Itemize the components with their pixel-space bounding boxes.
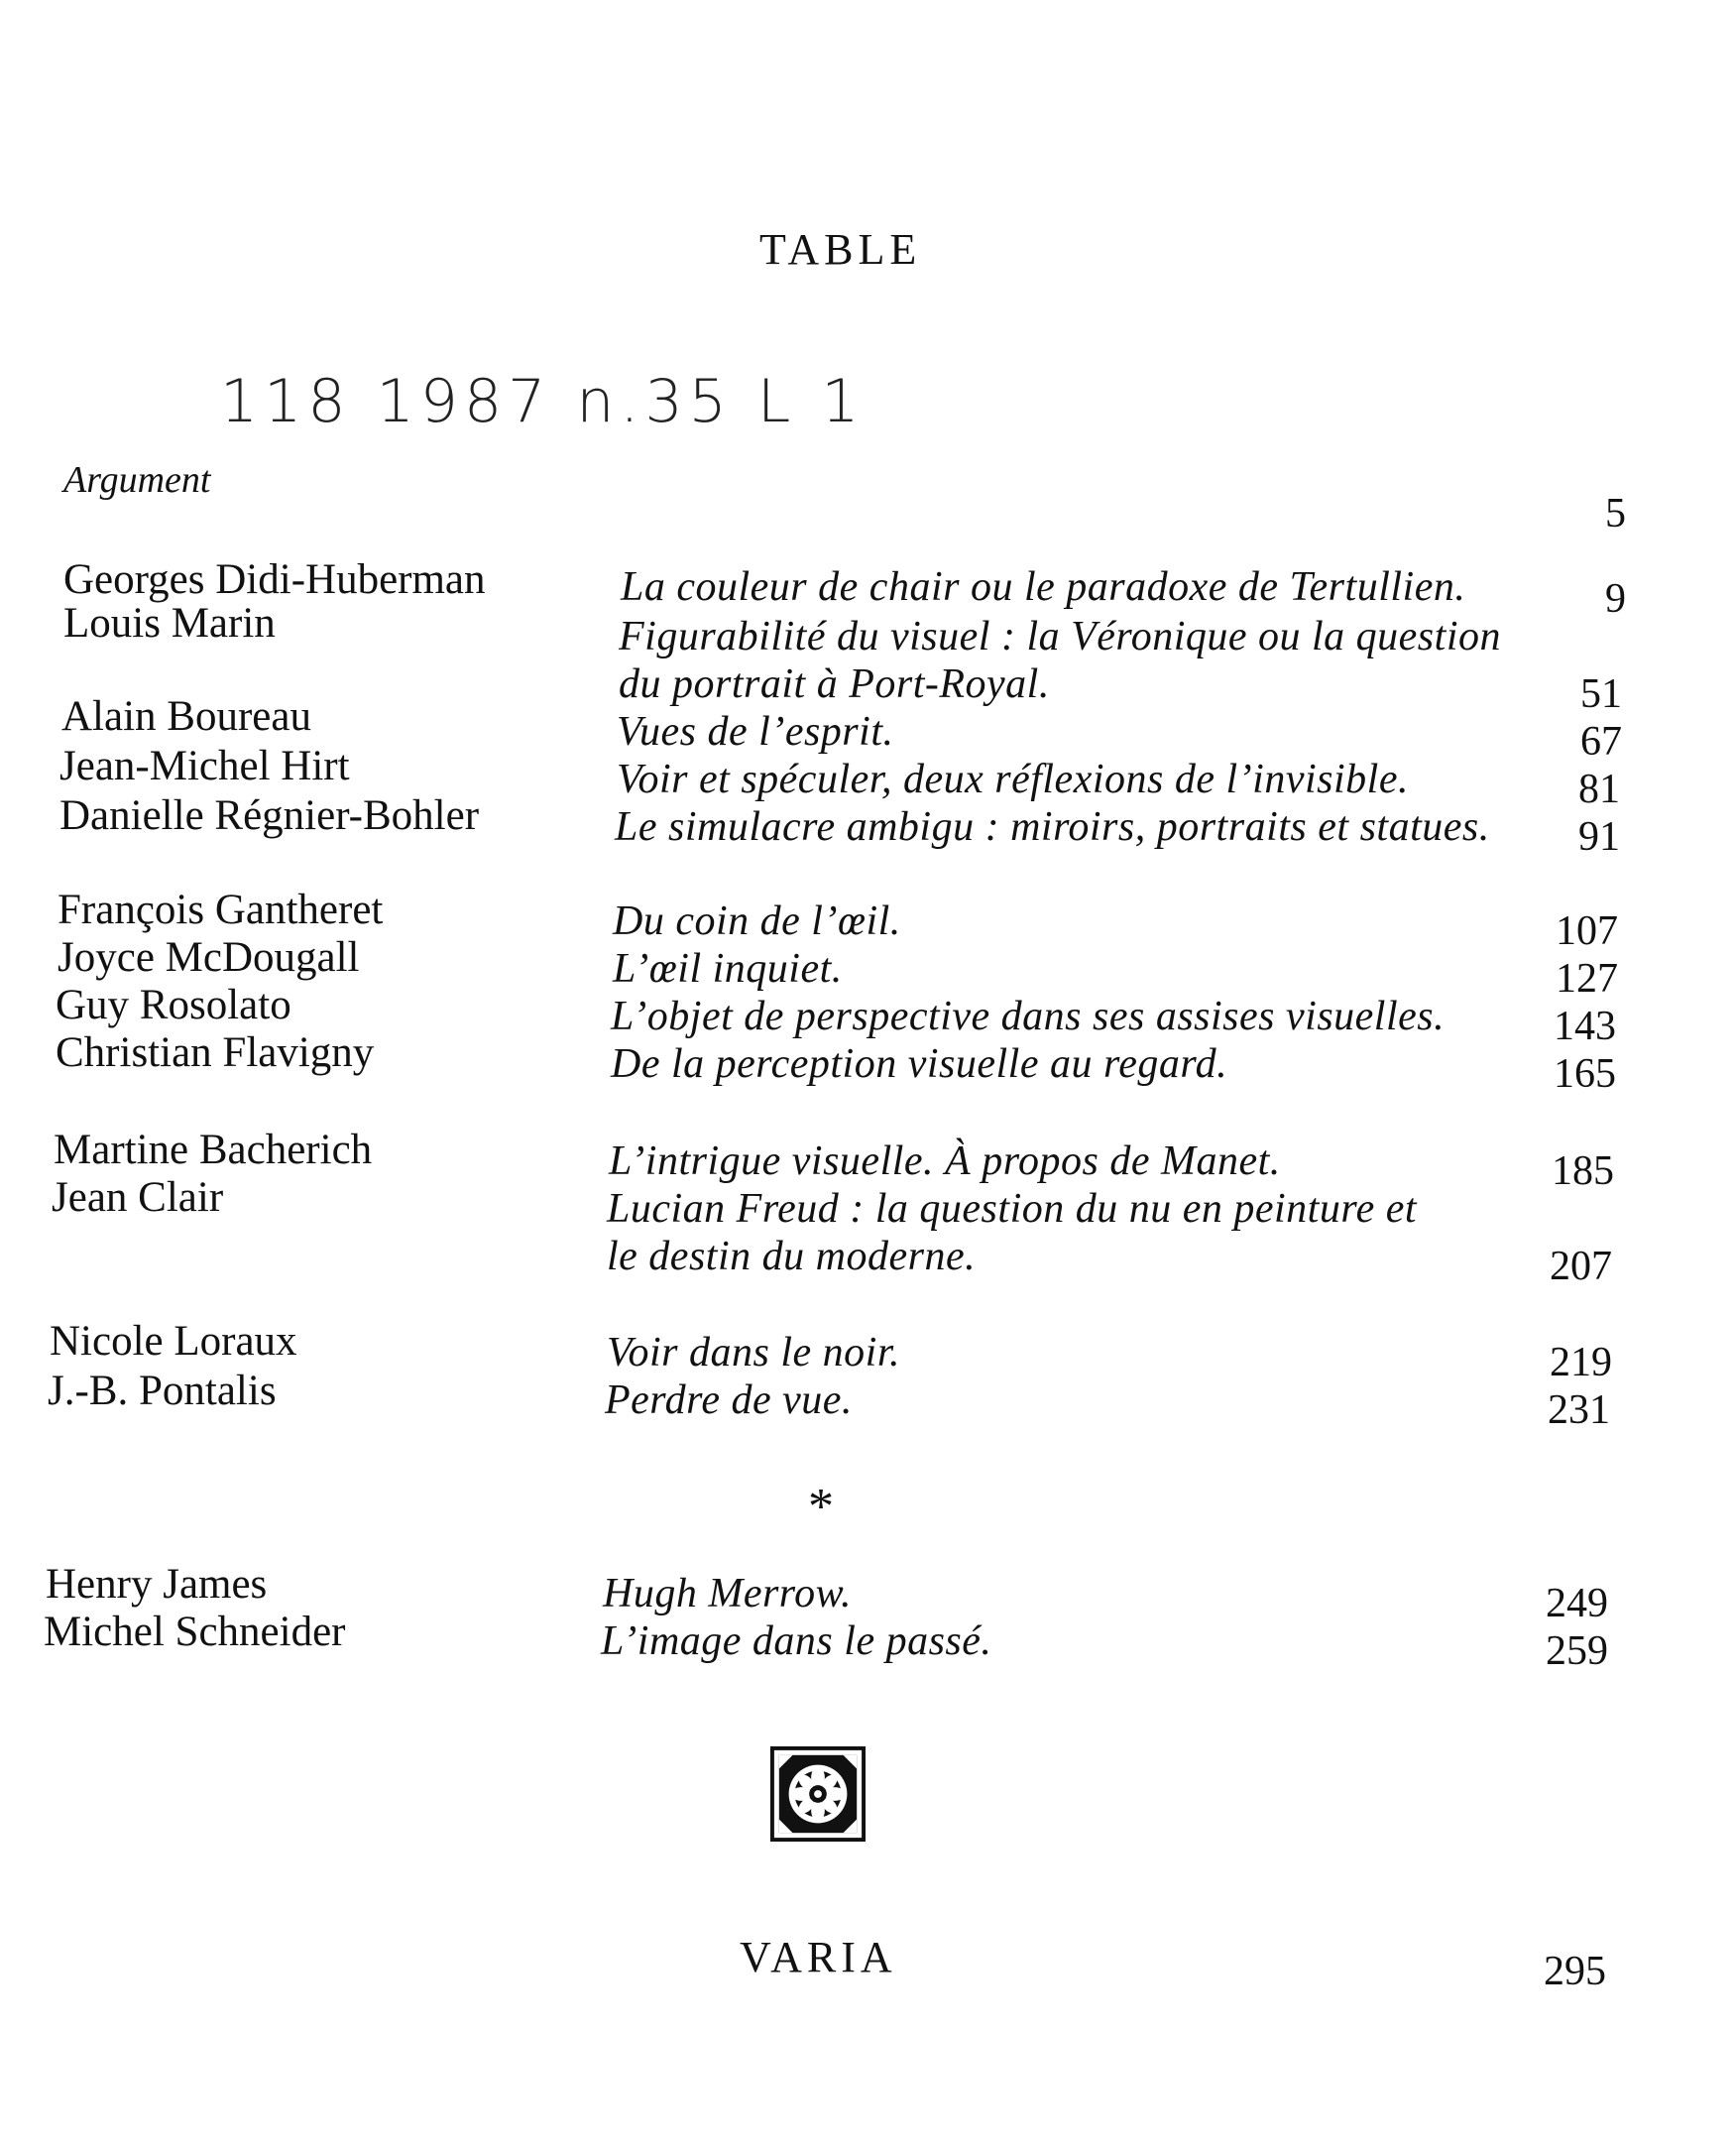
- work-title: L’intrigue visuelle. À propos de Manet.: [609, 1138, 1281, 1184]
- work-title: Voir et spéculer, deux réflexions de l’invisible.: [617, 757, 1409, 802]
- work-title: Vues de l’esprit.: [617, 709, 894, 755]
- page-number: 249: [1546, 1581, 1608, 1626]
- author-name: Guy Rosolato: [56, 982, 291, 1028]
- work-title: Du coin de l’œil.: [613, 898, 901, 944]
- handwritten-note: 118 1987 n.35 L 1: [220, 367, 866, 436]
- work-title: du portrait à Port-Royal.: [619, 661, 1050, 707]
- toc-heading: TABLE: [759, 225, 922, 274]
- author-name: François Gantheret: [58, 887, 384, 933]
- author-name: Jean-Michel Hirt: [59, 743, 350, 789]
- work-title: L’œil inquiet.: [613, 946, 843, 992]
- author-name: Louis Marin: [63, 600, 276, 647]
- author-name: Jean Clair: [52, 1174, 224, 1221]
- page-number: 127: [1556, 956, 1618, 1002]
- page-number: 67: [1580, 719, 1622, 765]
- page-number: 165: [1554, 1051, 1616, 1097]
- page-number: 219: [1550, 1340, 1612, 1385]
- author-name: Joyce McDougall: [58, 934, 360, 981]
- page-number: 91: [1578, 814, 1620, 860]
- rosette-ornament-icon: [769, 1745, 867, 1843]
- section-separator: *: [808, 1479, 834, 1535]
- argument-label: Argument: [63, 459, 211, 501]
- page-number: 51: [1580, 671, 1622, 717]
- page-number: 9: [1605, 576, 1626, 622]
- author-name: J.-B. Pontalis: [48, 1368, 277, 1414]
- page-number: 185: [1552, 1148, 1614, 1194]
- author-name: Georges Didi-Huberman: [63, 556, 486, 603]
- work-title: Le simulacre ambigu : miroirs, portraits et statues.: [615, 804, 1490, 850]
- varia-page: 295: [1544, 1949, 1606, 1994]
- author-name: Nicole Loraux: [50, 1318, 297, 1365]
- work-title: Hugh Merrow.: [603, 1571, 852, 1616]
- argument-page: 5: [1605, 491, 1626, 537]
- author-name: Alain Boureau: [61, 693, 311, 740]
- work-title: le destin du moderne.: [607, 1234, 977, 1279]
- work-title: De la perception visuelle au regard.: [611, 1041, 1228, 1087]
- work-title: Lucian Freud : la question du nu en peinture et: [607, 1186, 1418, 1232]
- author-name: Danielle Régnier-Bohler: [59, 792, 480, 839]
- work-title: Voir dans le noir.: [607, 1330, 901, 1375]
- author-name: Michel Schneider: [44, 1609, 346, 1655]
- author-name: Martine Bacherich: [54, 1127, 373, 1173]
- page-number: 107: [1556, 908, 1618, 954]
- author-name: Christian Flavigny: [56, 1029, 375, 1076]
- varia-heading: VARIA: [740, 1933, 897, 1981]
- page-number: 259: [1546, 1628, 1608, 1674]
- page-number: 81: [1578, 767, 1620, 812]
- author-name: Henry James: [46, 1561, 268, 1608]
- page-number: 143: [1554, 1004, 1616, 1049]
- work-title: La couleur de chair ou le paradoxe de Tertullien.: [621, 564, 1466, 610]
- work-title: Figurabilité du visuel : la Véronique ou la question: [619, 614, 1501, 659]
- work-title: L’objet de perspective dans ses assises visuelles.: [611, 994, 1446, 1039]
- page-number: 207: [1550, 1244, 1612, 1289]
- page-number: 231: [1548, 1387, 1610, 1433]
- work-title: L’image dans le passé.: [601, 1618, 992, 1664]
- work-title: Perdre de vue.: [605, 1377, 853, 1423]
